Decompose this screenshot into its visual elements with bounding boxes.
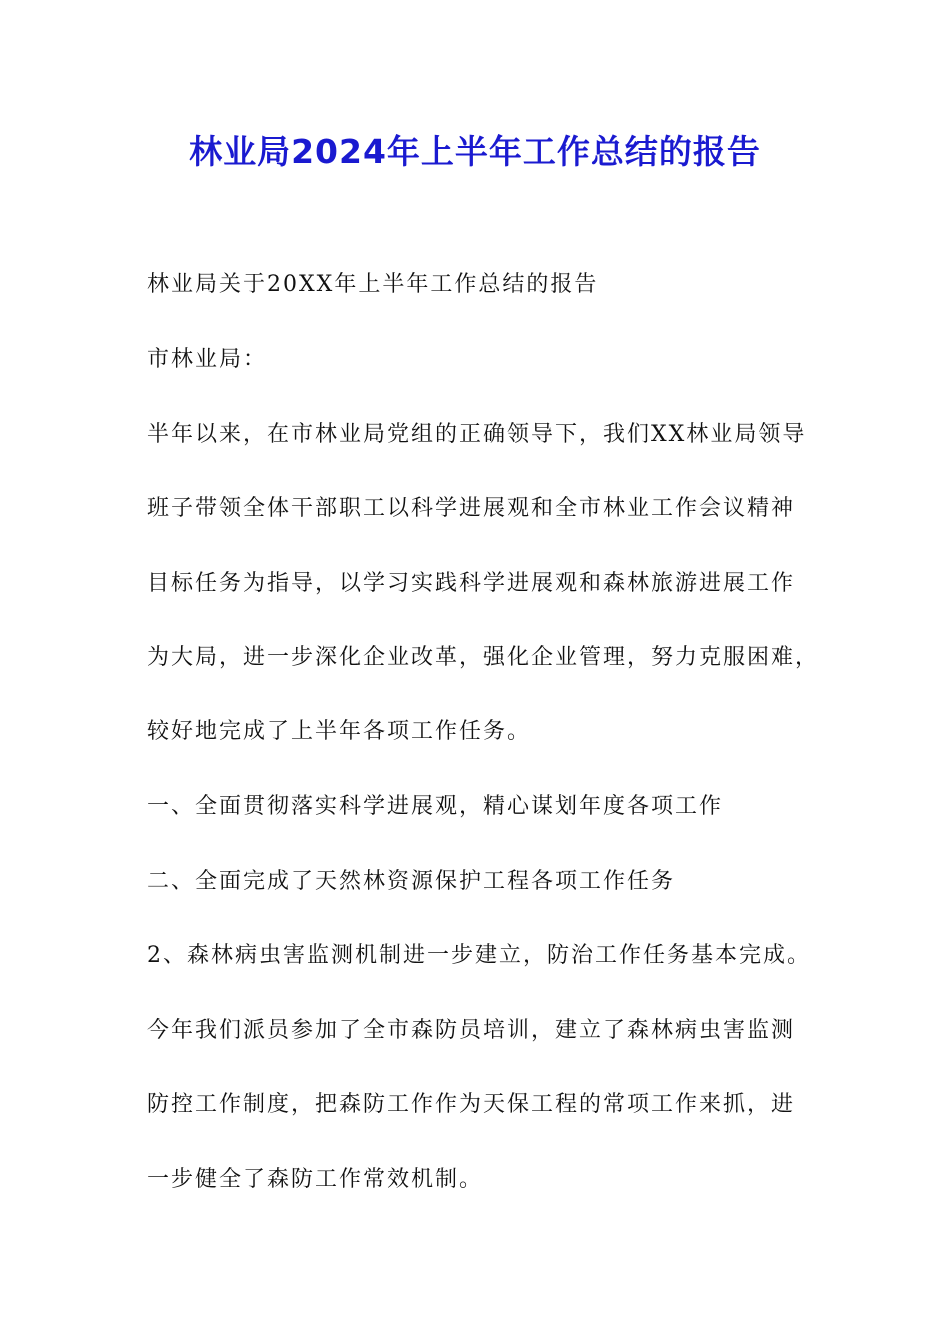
body-line: 今年我们派员参加了全市森防员培训，建立了森林病虫害监测 (147, 1018, 796, 1043)
body-line: 半年以来，在市林业局党组的正确领导下，我们XX林业局领导 (147, 422, 807, 447)
salutation-line: 市林业局： (147, 347, 268, 372)
body-line: 班子带领全体干部职工以科学进展观和全市林业工作会议精神 (147, 496, 796, 521)
body-line: 目标任务为指导，以学习实践科学进展观和森林旅游进展工作 (147, 571, 796, 596)
body-line: 较好地完成了上半年各项工作任务。 (147, 719, 532, 744)
body-line: 2、森林病虫害监测机制进一步建立，防治工作任务基本完成。 (147, 943, 811, 968)
document-title: 林业局2024年上半年工作总结的报告 (189, 132, 761, 171)
body-line: 一步健全了森防工作常效机制。 (147, 1167, 484, 1192)
report-subtitle-line: 林业局关于20XX年上半年工作总结的报告 (147, 272, 599, 297)
section-heading-2: 二、全面完成了天然林资源保护工程各项工作任务 (147, 869, 676, 894)
body-line: 防控工作制度，把森防工作作为天保工程的常项工作来抓，进 (147, 1092, 796, 1117)
section-heading-1: 一、全面贯彻落实科学进展观，精心谋划年度各项工作 (147, 794, 724, 819)
body-line: 为大局，进一步深化企业改革，强化企业管理，努力克服困难， (147, 645, 820, 670)
